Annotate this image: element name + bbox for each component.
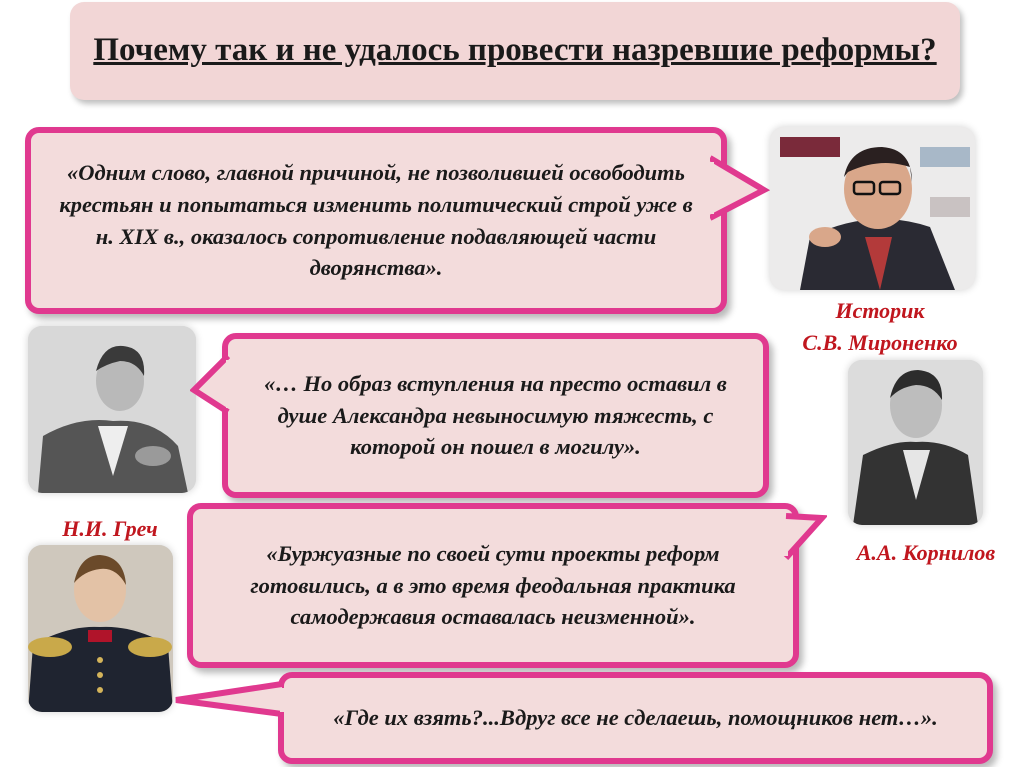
bubble-tail-kornilov bbox=[782, 510, 827, 570]
quote-alexander: «Где их взять?...Вдруг все не сделаешь, помощников нет…». bbox=[333, 705, 938, 731]
quote-grech: «… Но образ вступления на престо оставил в душе Александра невыносимую тяжесть, с которой он пошел в могилу». bbox=[264, 370, 727, 460]
caption-grech: Н.И. Греч bbox=[62, 516, 158, 541]
quote-bubble-grech bbox=[222, 333, 769, 498]
quote-bubble-mironenko bbox=[25, 127, 727, 314]
slide-title: Почему так и не удалось провести назревшие реформы? bbox=[93, 32, 937, 69]
portrait-mironenko bbox=[770, 127, 975, 290]
bubble-tail-alexander bbox=[172, 680, 284, 720]
quote-mironenko: «Одним слово, главной причиной, не позволившей освободить крестьян и попытаться изменить политический строй уже в н. XIX в., оказалось сопротивление подавляющей части дворянства». bbox=[59, 159, 693, 281]
portrait-alexander bbox=[28, 545, 173, 712]
quote-bubble-kornilov bbox=[187, 503, 799, 668]
caption-mironenko-line1: Историк bbox=[835, 298, 925, 323]
title-box bbox=[70, 2, 960, 100]
caption-mironenko bbox=[780, 295, 980, 359]
quote-kornilov: «Буржуазные по своей сути проекты реформ готовились, а в это время феодальная практика самодержавия оставалась неизменной». bbox=[250, 540, 736, 630]
bubble-tail-grech bbox=[190, 350, 230, 420]
portrait-kornilov bbox=[848, 360, 983, 525]
quote-bubble-alexander bbox=[278, 672, 993, 764]
bubble-tail-mironenko bbox=[710, 150, 770, 225]
caption-kornilov: А.А. Корнилов bbox=[856, 540, 996, 565]
caption-mironenko-line2: С.В. Мироненко bbox=[802, 329, 958, 355]
portrait-grech bbox=[28, 326, 196, 493]
